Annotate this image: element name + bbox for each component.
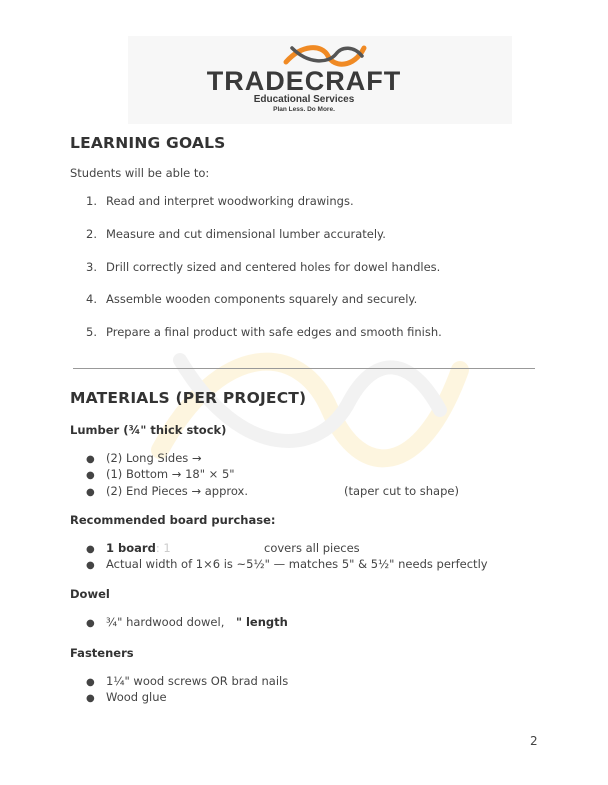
fasteners-heading: Fasteners [70, 646, 134, 660]
list-item: ● (2) Long Sides → [86, 451, 202, 465]
watermark-swoosh-icon [140, 330, 470, 490]
logo-tagline: Plan Less. Do More. [273, 106, 335, 113]
logo-subtitle: Educational Services [253, 94, 355, 105]
dowel-length: " length [236, 615, 288, 629]
section-divider [73, 368, 535, 369]
goal-item: 5. Prepare a final product with safe edges and smooth finish. [86, 325, 442, 339]
lumber-heading: Lumber (¾" thick stock) [70, 423, 227, 437]
board-heading: Recommended board purchase: [70, 513, 276, 527]
page-number: 2 [530, 734, 538, 748]
list-item: ● (1) Bottom → 18" × 5" [86, 467, 235, 481]
list-item: ● (2) End Pieces → approx. [86, 484, 249, 498]
dowel-heading: Dowel [70, 587, 110, 601]
board-covers-text: covers all pieces [264, 541, 360, 555]
list-item: ● 1 board: 1 [86, 541, 171, 555]
goal-item: 4. Assemble wooden components squarely and securely. [86, 292, 418, 306]
list-item: ● 1¼" wood screws OR brad nails [86, 674, 289, 688]
list-item: ● ¾" hardwood dowel, [86, 615, 225, 629]
goal-item: 1. Read and interpret woodworking drawings. [86, 194, 354, 208]
logo-title: TRADECRAFT [206, 66, 402, 96]
goal-item: 2. Measure and cut dimensional lumber accurately. [86, 227, 386, 241]
list-item: ● Actual width of 1×6 is ~5½" — matches 5" & 5½" needs perfectly [86, 557, 488, 571]
list-item: ● Wood glue [86, 690, 167, 704]
learning-goals-intro: Students will be able to: [70, 166, 210, 180]
taper-note: (taper cut to shape) [344, 484, 459, 498]
learning-goals-heading: LEARNING GOALS [70, 134, 226, 152]
goal-item: 3. Drill correctly sized and centered holes for dowel handles. [86, 260, 441, 274]
materials-heading: MATERIALS (PER PROJECT) [70, 389, 307, 407]
